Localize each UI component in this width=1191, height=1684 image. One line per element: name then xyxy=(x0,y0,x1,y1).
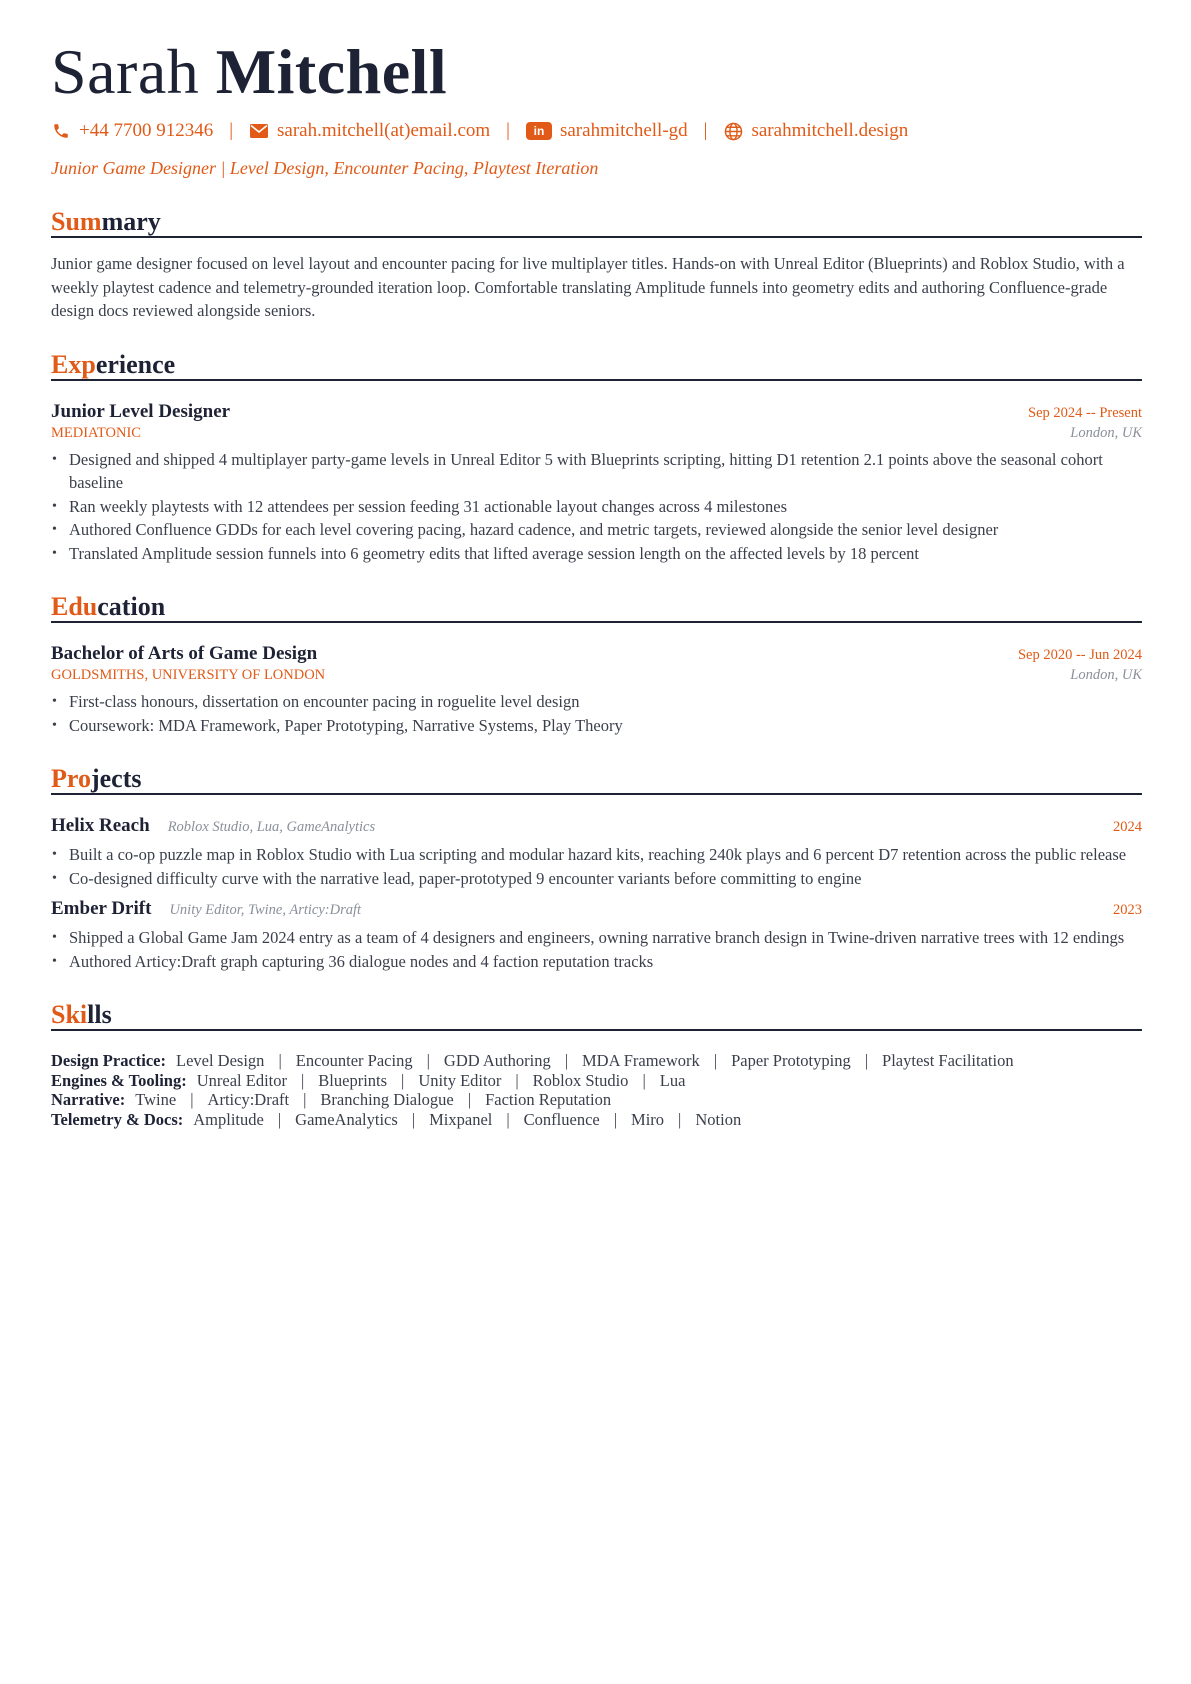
heading-rest: cation xyxy=(97,592,166,621)
envelope-icon xyxy=(249,121,269,141)
education-section xyxy=(51,591,1142,737)
section-heading xyxy=(51,763,1142,795)
skill-separator: | xyxy=(277,1109,282,1129)
website-contact[interactable] xyxy=(723,120,908,142)
job-location: London, UK xyxy=(1070,424,1142,441)
project-title: Ember Drift xyxy=(51,898,152,919)
phone-icon xyxy=(51,121,71,141)
education-location: London, UK xyxy=(1070,667,1142,683)
skill-separator: | xyxy=(411,1109,416,1129)
section-heading xyxy=(51,999,1142,1031)
heading-accent: Edu xyxy=(51,592,98,621)
skill-category: Telemetry & Docs: xyxy=(51,1109,184,1129)
employer: MEDIATONIC xyxy=(51,424,141,441)
skill-separator: | xyxy=(278,1051,282,1070)
education-entry xyxy=(51,643,1142,737)
skill-separator: | xyxy=(467,1090,472,1109)
list-item: • Co-designed difficulty curve with the narrative lead, paper-prototyped 9 encounter variants before committing to engine xyxy=(51,867,1142,891)
globe-icon xyxy=(723,121,743,141)
candidate-name xyxy=(51,34,1142,110)
skill-item: Notion xyxy=(695,1109,742,1129)
skill-item: MDA Framework xyxy=(582,1051,700,1070)
project-tech: Roblox Studio, Lua, GameAnalytics xyxy=(167,819,376,835)
institution: GOLDSMITHS, UNIVERSITY OF LONDON xyxy=(51,667,326,683)
resume-page xyxy=(51,34,1142,1129)
skill-item: Articy:Draft xyxy=(207,1090,290,1109)
section-heading xyxy=(51,206,1142,238)
heading-rest: lls xyxy=(87,1000,112,1029)
skill-item: Playtest Facilitation xyxy=(882,1051,1014,1070)
projects-section xyxy=(51,763,1142,973)
skill-row xyxy=(51,1110,1142,1130)
skill-item: Unreal Editor xyxy=(196,1070,287,1090)
skill-separator: | xyxy=(515,1070,519,1090)
skill-category: Narrative: xyxy=(51,1090,126,1109)
skill-category: Engines & Tooling: xyxy=(51,1070,187,1090)
skill-item: Amplitude xyxy=(193,1109,264,1129)
list-item: • Shipped a Global Game Jam 2024 entry as a team of 4 designers and engineers, owning narrative branch design in Twine-driven narrative trees with 12 endings xyxy=(51,926,1142,950)
skill-row xyxy=(51,1051,1142,1071)
list-item: • Designed and shipped 4 multiplayer party-game levels in Unreal Editor 5 with Blueprints scripting, hitting D1 retention 2.1 points above the seasonal cohort baseline xyxy=(51,448,1142,495)
list-item: • Coursework: MDA Framework, Paper Prototyping, Narrative Systems, Play Theory xyxy=(51,714,1142,738)
linkedin-text: sarahmitchell-gd xyxy=(559,120,688,141)
skill-item: Mixpanel xyxy=(429,1109,493,1129)
skill-item: Level Design xyxy=(176,1051,265,1070)
heading-accent: Exp xyxy=(51,349,96,379)
bullet-list xyxy=(51,926,1142,973)
bullet-list xyxy=(51,843,1142,890)
skill-item: Miro xyxy=(631,1109,665,1129)
phone-text: +44 7700 912346 xyxy=(79,120,214,141)
list-item: • Translated Amplitude session funnels into 6 geometry edits that lifted average session length on the affected levels by 18 percent xyxy=(51,542,1142,566)
experience-entry xyxy=(51,401,1142,566)
project-entry xyxy=(51,815,1142,890)
list-item: • Authored Articy:Draft graph capturing 36 dialogue nodes and 4 faction reputation tracks xyxy=(51,950,1142,974)
contact-bar xyxy=(51,118,1142,144)
phone-contact[interactable] xyxy=(51,120,213,142)
section-heading xyxy=(51,349,1142,381)
project-title: Helix Reach xyxy=(51,815,150,836)
website-text: sarahmitchell.design xyxy=(751,120,909,141)
summary-text: Junior game designer focused on level layout and encounter pacing for live multiplayer titles. Hands-on with Unreal Editor (Blueprints) and Roblox Studio, with a weekly playtest cadence and telemetry-grounded iteration loop. Comfortable translating Amplitude funnels into geometry edits and authoring Confluence-grade design docs reviewed alongside seniors. xyxy=(51,254,1125,320)
email-text: sarah.mitchell(at)email.com xyxy=(277,120,491,141)
contact-separator: | xyxy=(229,120,234,141)
skill-item: Blueprints xyxy=(318,1070,388,1090)
section-heading xyxy=(51,591,1142,623)
skill-row xyxy=(51,1090,1142,1110)
skill-item: Confluence xyxy=(523,1109,600,1129)
heading-rest: jects xyxy=(90,764,142,793)
list-item: • Built a co-op puzzle map in Roblox Studio with Lua scripting and modular hazard kits, reaching 240k plays and 6 percent D7 retention across the public release xyxy=(51,843,1142,867)
skills-list xyxy=(51,1051,1142,1129)
linkedin-contact[interactable] xyxy=(526,120,688,142)
skill-separator: | xyxy=(713,1051,718,1070)
skill-item: Lua xyxy=(659,1070,686,1090)
email-contact[interactable] xyxy=(249,120,490,142)
project-year: 2023 xyxy=(1113,902,1142,918)
skill-separator: | xyxy=(426,1051,430,1070)
skill-item: Encounter Pacing xyxy=(295,1051,413,1070)
skill-separator: | xyxy=(564,1051,569,1070)
contact-separator: | xyxy=(506,120,510,141)
last-name: Mitchell xyxy=(215,36,448,107)
skill-item: Faction Reputation xyxy=(485,1090,612,1109)
summary-section xyxy=(51,206,1142,323)
project-tech: Unity Editor, Twine, Articy:Draft xyxy=(169,902,362,918)
skill-item: Roblox Studio xyxy=(532,1070,629,1090)
skill-separator: | xyxy=(300,1070,305,1090)
skill-item: Branching Dialogue xyxy=(320,1090,454,1109)
project-year: 2024 xyxy=(1113,819,1142,835)
heading-accent: Pro xyxy=(51,764,91,793)
bullet-list xyxy=(51,448,1142,566)
skill-separator: | xyxy=(678,1109,682,1129)
skill-separator: | xyxy=(613,1109,618,1129)
skill-separator: | xyxy=(190,1090,194,1109)
skill-item: Unity Editor xyxy=(418,1070,502,1090)
contact-separator: | xyxy=(703,120,708,141)
experience-section xyxy=(51,349,1142,566)
job-dates: Sep 2024 -- Present xyxy=(1028,404,1142,421)
heading-rest: erience xyxy=(95,349,176,379)
skill-item: GDD Authoring xyxy=(443,1051,551,1070)
headline: Junior Game Designer | Level Design, Encounter Pacing, Playtest Iteration xyxy=(51,158,599,178)
project-entry xyxy=(51,898,1142,973)
skill-item: GameAnalytics xyxy=(295,1109,398,1129)
skill-separator: | xyxy=(303,1090,307,1109)
skill-separator: | xyxy=(401,1070,405,1090)
skill-item: Paper Prototyping xyxy=(731,1051,851,1070)
skill-separator: | xyxy=(642,1070,646,1090)
bullet-list xyxy=(51,690,1142,737)
linkedin-icon: in xyxy=(526,122,552,140)
education-dates: Sep 2020 -- Jun 2024 xyxy=(1017,647,1142,663)
list-item: • Ran weekly playtests with 12 attendees per session feeding 31 actionable layout changes across 4 milestones xyxy=(51,495,1142,519)
heading-accent: Sum xyxy=(51,207,102,236)
skills-section xyxy=(51,999,1142,1129)
skill-separator: | xyxy=(506,1109,510,1129)
degree-title: Bachelor of Arts of Game Design xyxy=(51,643,318,664)
job-title: Junior Level Designer xyxy=(51,400,231,422)
first-name: Sarah xyxy=(51,36,200,107)
heading-rest: mary xyxy=(101,207,161,236)
skill-item: Twine xyxy=(135,1090,177,1109)
list-item: • First-class honours, dissertation on encounter pacing in roguelite level design xyxy=(51,690,1142,714)
skill-separator: | xyxy=(864,1051,869,1070)
skill-row xyxy=(51,1071,1142,1091)
list-item: • Authored Confluence GDDs for each level covering pacing, hazard cadence, and metric targets, reviewed alongside the senior level designer xyxy=(51,518,1142,542)
heading-accent: Ski xyxy=(51,1000,88,1029)
skill-category: Design Practice: xyxy=(51,1051,166,1070)
